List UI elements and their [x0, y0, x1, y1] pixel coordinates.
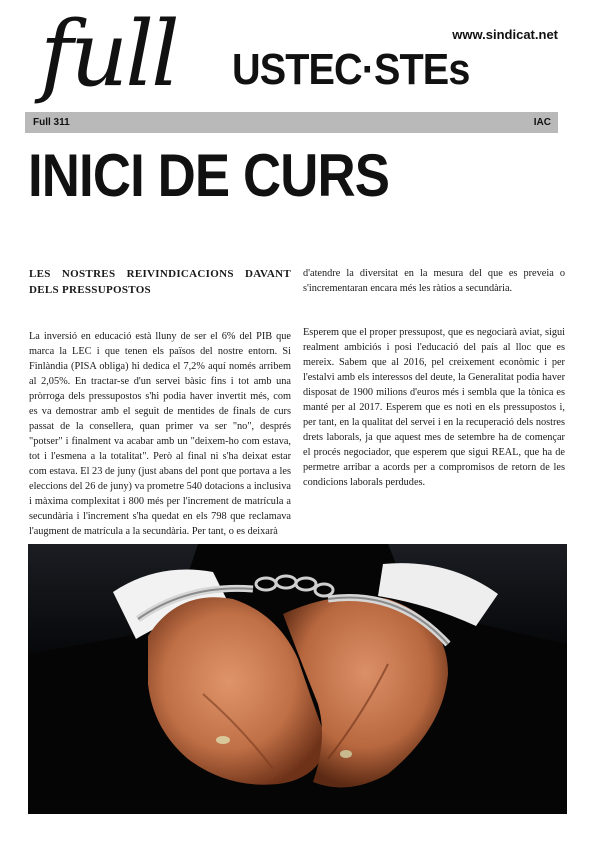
- finger-ring: [340, 750, 352, 758]
- masthead-full-wordmark: full: [40, 2, 177, 107]
- article-heading: LES NOSTRES REIVINDICACIONS DAVANT DELS PRESSUPOSTOS: [29, 268, 291, 296]
- article-paragraph: La inversió en educació està lluny de ser el 6% del PIB que marca la LEC i que tenen els països del nostre entorn. Si Finlàndia (PISA obliga) hi dedica el 7,2% aquí només arribem al 2,05%. En tractar-se d'un servei bàsic fins i tot amb una pròrroga dels pressupostos s'hi podia haver invertit més, com es va demostrar amb el seguit de mentides de finals de curs passat de la consellera, quan primer va ser "no", després "potser" i finalment va acabar amb un "deixem-ho com estava, tot i l'esmena a la totalitat". Però al final ni s'ha deixat estar com estava. El 23 de juny (just abans del pont que portava a les eleccions del 26 de juny) va prometre 540 dotacions a inclusiva i màxima complexitat i 800 més per l'increment de matrícula a secundària i l'increment s'ha quedat en els 798 que reclamava l'augment de matrícula a la secundària. Per tant, o es deixarà: [29, 331, 291, 537]
- website-link[interactable]: www.sindicat.net: [452, 27, 558, 42]
- article-column-right: [303, 266, 565, 519]
- masthead-bar: [25, 112, 558, 133]
- article-paragraph: Esperem que el proper pressupost, que es negociarà aviat, sigui realment ambiciós i posi l'educació del país al lloc que es mereix. Sabem que al 2016, pel creixement econòmic i per l'estalvi amb els interessos del deute, la Generalitat podia haver disposat de 1900 milions d'euros més i sembla que la tònica es manté per al 2017. Esperem que es noti en els pressupostos i, per tant, en la qualitat del servei i en la recuperació dels nostres drets laborals, ja que aquest mes de setembre ha de començar el procés negociador, que esperem que sigui REAL, que ha de permetre arribar a acords per a compromisos de retorn de les condicions laborals perdudes.: [303, 327, 565, 488]
- issue-number: Full 311: [33, 117, 70, 128]
- handcuffed-hands-illustration: [28, 544, 567, 814]
- article-column-left: [29, 266, 291, 568]
- masthead-brand: USTEC·STEs: [232, 45, 470, 94]
- section-tag: IAC: [533, 117, 551, 128]
- handcuffed-hands-photo: [28, 544, 567, 814]
- article-paragraph-continued: d'atendre la diversitat en la mesura del que es preveia o s'incrementaran encara més les ràtios a secundària.: [303, 268, 565, 294]
- wedding-ring: [216, 736, 230, 744]
- page-headline: INICI DE CURS: [28, 142, 390, 209]
